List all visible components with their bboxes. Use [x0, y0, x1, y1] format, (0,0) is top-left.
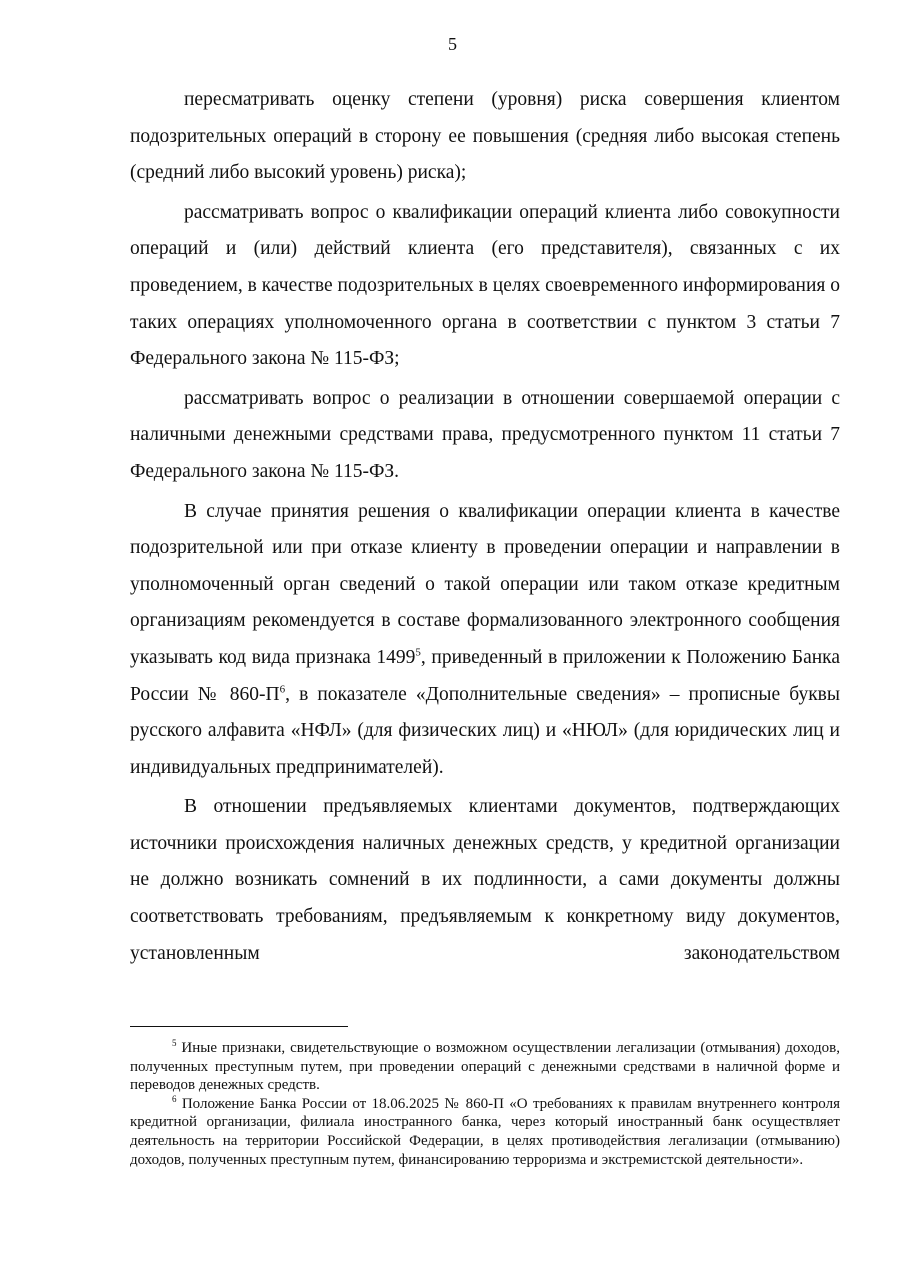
footnote-marker-6: 6 — [172, 1093, 177, 1104]
footnote-6-text: Положение Банка России от 18.06.2025 № 860-П «О требованиях к правилам внутреннего контроля кредитной организации, филиала иностранного банка, через который иностранный банк осуществляет деятельность на территории Российской Федерации, в целях противодействия легализации (отмыванию) доходов, полученных преступным путем, финансированию терроризма и экстремистской деятельности». — [130, 1095, 840, 1168]
footnote-separator — [130, 1026, 348, 1027]
footnote-ref-5: 5 — [415, 646, 421, 659]
footnotes — [130, 1039, 840, 1169]
paragraph-risk-reassessment: пересматривать оценку степени (уровня) риска совершения клиентом подозрительных операций в сторону ее повышения (средняя либо высокая степень (средний либо высокий уровень) риска); — [130, 89, 840, 184]
document-body — [130, 82, 840, 972]
paragraph-code-1499 — [130, 494, 840, 787]
footnote-5-text: Иные признаки, свидетельствующие о возможном осуществлении легализации (отмывания) доходов, полученных преступным путем, при проведении операций с денежными средствами в наличной форме и переводов денежных средств. — [130, 1040, 840, 1094]
paragraph-documents-authenticity: В отношении предъявляемых клиентами документов, подтверждающих источники происхождения наличных денежных средств, у кредитной организации не должно возникать сомнений в их подлинности, а сами документы должны соответствовать требованиям, предъявляемым к конкретному виду документов, установленным законодательством — [130, 796, 840, 964]
footnote-6 — [130, 1095, 840, 1169]
paragraph-suspicious-qualification: рассматривать вопрос о квалификации операций клиента либо совокупности операций и (или) действий клиента (его представителя), связанных с их проведением, в качестве подозрительных в целях своевременного информирования о таких операциях уполномоченного органа в соответствии с пунктом 3 статьи 7 Федерального закона № 115-ФЗ; — [130, 201, 840, 370]
footnote-marker-5: 5 — [172, 1038, 177, 1048]
footnote-5 — [130, 1039, 840, 1095]
paragraph-right-exercise: рассматривать вопрос о реализации в отношении совершаемой операции с наличными денежными средствами права, предусмотренного пунктом 11 статьи 7 Федерального закона № 115-ФЗ. — [130, 387, 840, 482]
footnote-ref-6: 6 — [279, 683, 286, 695]
paragraph-code-1499-part3: , в показателе «Дополнительные сведения» – прописные буквы русского алфавита «НФЛ» (для физических лиц) и «НЮЛ» (для юридических лиц и индивидуальных предпринимателей). — [130, 683, 840, 778]
paragraph-code-1499-part1: В случае принятия решения о квалификации операции клиента в качестве подозрительной или при отказе клиенту в проведении операции и направлении в уполномоченный орган сведений о такой операции или таком отказе кредитным организациям рекомендуется в составе формализованного электронного сообщения указывать код вида признака 1499 — [130, 500, 840, 668]
page-number: 5 — [448, 34, 457, 54]
paragraph-code-1499-part2: , приведенный в приложении к Положению Банка России № 860-П — [130, 646, 841, 705]
